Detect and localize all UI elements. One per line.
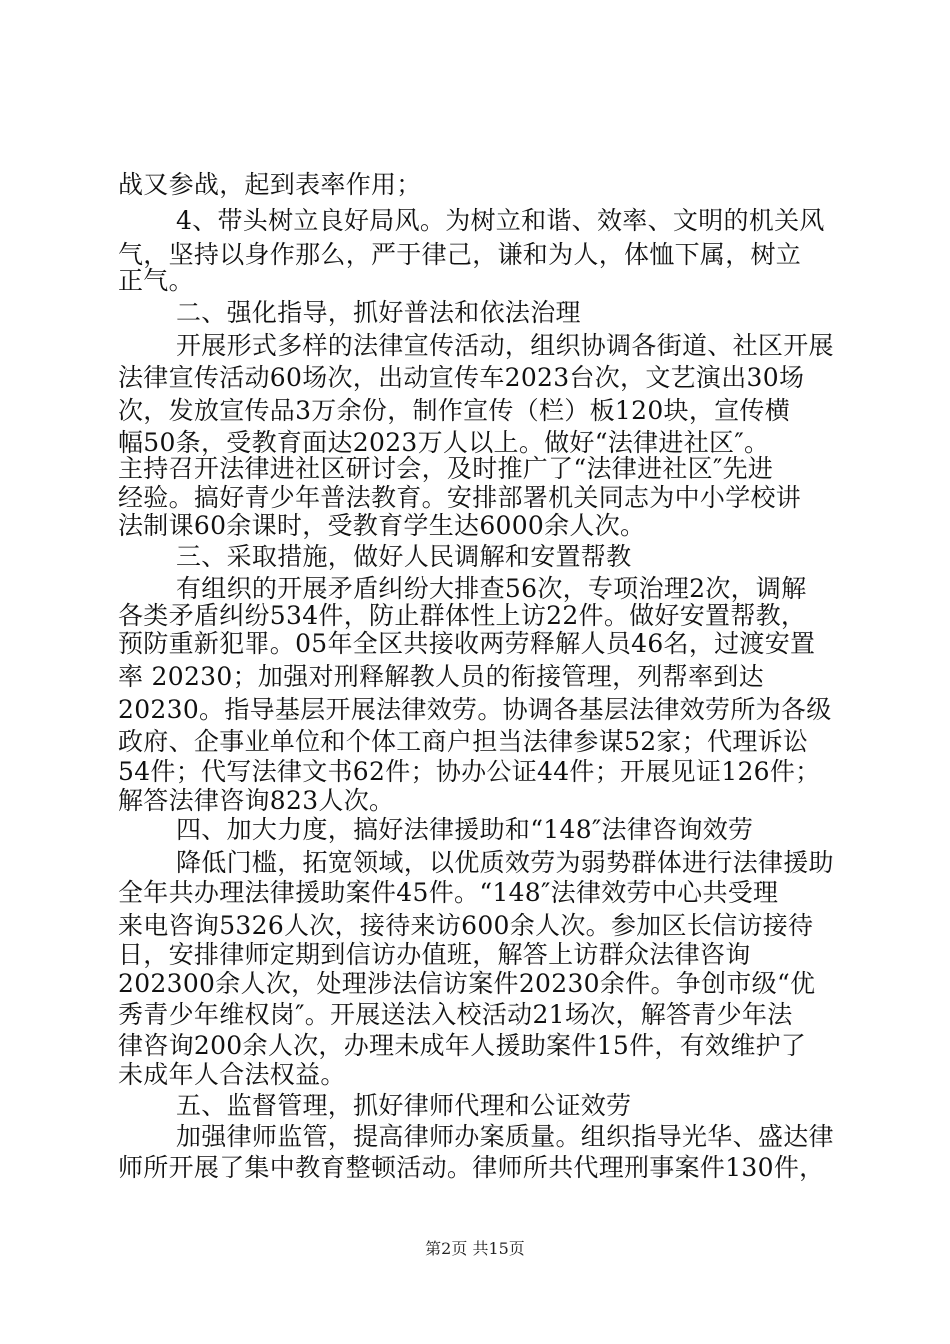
section-heading: 五、监督管理，抓好律师代理和公证效劳 [176,1091,632,1120]
text-line: 次，发放宣传品3万余份，制作宣传（栏）板120块，宣传横 [118,396,791,425]
text-line: 202300余人次，处理涉法信访案件20230余件。争创市级“优 [118,969,816,998]
text-line: 有组织的开展矛盾纠纷大排查56次，专项治理2次，调解 [176,574,807,603]
text-line: 加强律师监管，提高律师办案质量。组织指导光华、盛达律 [176,1122,834,1151]
text-line: 率 20230；加强对刑释解教人员的衔接管理，列帮率到达 [118,662,764,691]
text-line: 气，坚持以身作那么，严于律己，谦和为人，体恤下属，树立 [118,240,802,269]
text-line: 20230。指导基层开展法律效劳。协调各基层法律效劳所为各级 [118,695,832,724]
text-line: 降低门槛，拓宽领域，以优质效劳为弱势群体进行法律援助 [176,848,834,877]
text-line: 正气。 [118,266,194,295]
text-line: 全年共办理法律援助案件45件。“148″法律效劳中心共受理 [118,878,779,907]
section-heading: 三、采取措施，做好人民调解和安置帮教 [176,542,632,571]
text-line: 4、带头树立良好局风。为树立和谐、效率、文明的机关风 [176,206,825,235]
section-heading: 四、加大力度，搞好法律援助和“148″法律咨询效劳 [176,815,754,844]
text-line: 54件；代写法律文书62件；协办公证44件；开展见证126件； [118,757,821,786]
text-line: 各类矛盾纠纷534件，防止群体性上访22件。做好安置帮教， [118,601,807,630]
text-line: 日，安排律师定期到信访办值班，解答上访群众法律咨询 [118,940,751,969]
text-line: 未成年人合法权益。 [118,1060,346,1089]
text-line: 战又参战，起到表率作用； [118,170,422,199]
text-line: 经验。搞好青少年普法教育。安排部署机关同志为中小学校讲 [118,483,802,512]
text-line: 政府、企事业单位和个体工商户担当法律参谋52家；代理诉讼 [118,727,809,756]
text-line: 法制课60余课时，受教育学生达6000余人次。 [118,511,646,540]
text-line: 幅50条，受教育面达2023万人以上。做好“法律进社区″。 [118,428,770,457]
text-line: 律咨询200余人次，办理未成年人援助案件15件，有效维护了 [118,1031,807,1060]
section-heading: 二、强化指导，抓好普法和依法治理 [176,298,581,327]
text-line: 开展形式多样的法律宣传活动，组织协调各街道、社区开展 [176,331,834,360]
text-line: 秀青少年维权岗″。开展送法入校活动21场次，解答青少年法 [118,1000,793,1029]
page-footer: 第2页 共15页 [425,1239,525,1258]
text-line: 师所开展了集中教育整顿活动。律师所共代理刑事案件130件， [118,1153,825,1182]
text-line: 法律宣传活动60场次，出动宣传车2023台次，文艺演出30场 [118,363,805,392]
text-line: 主持召开法律进社区研讨会，及时推广了“法律进社区″先进 [118,454,774,483]
text-line: 来电咨询5326人次，接待来访600余人次。参加区长信访接待 [118,911,814,940]
text-line: 解答法律咨询823人次。 [118,786,395,815]
text-line: 预防重新犯罪。05年全区共接收两劳释解人员46名，过渡安置 [118,629,816,658]
